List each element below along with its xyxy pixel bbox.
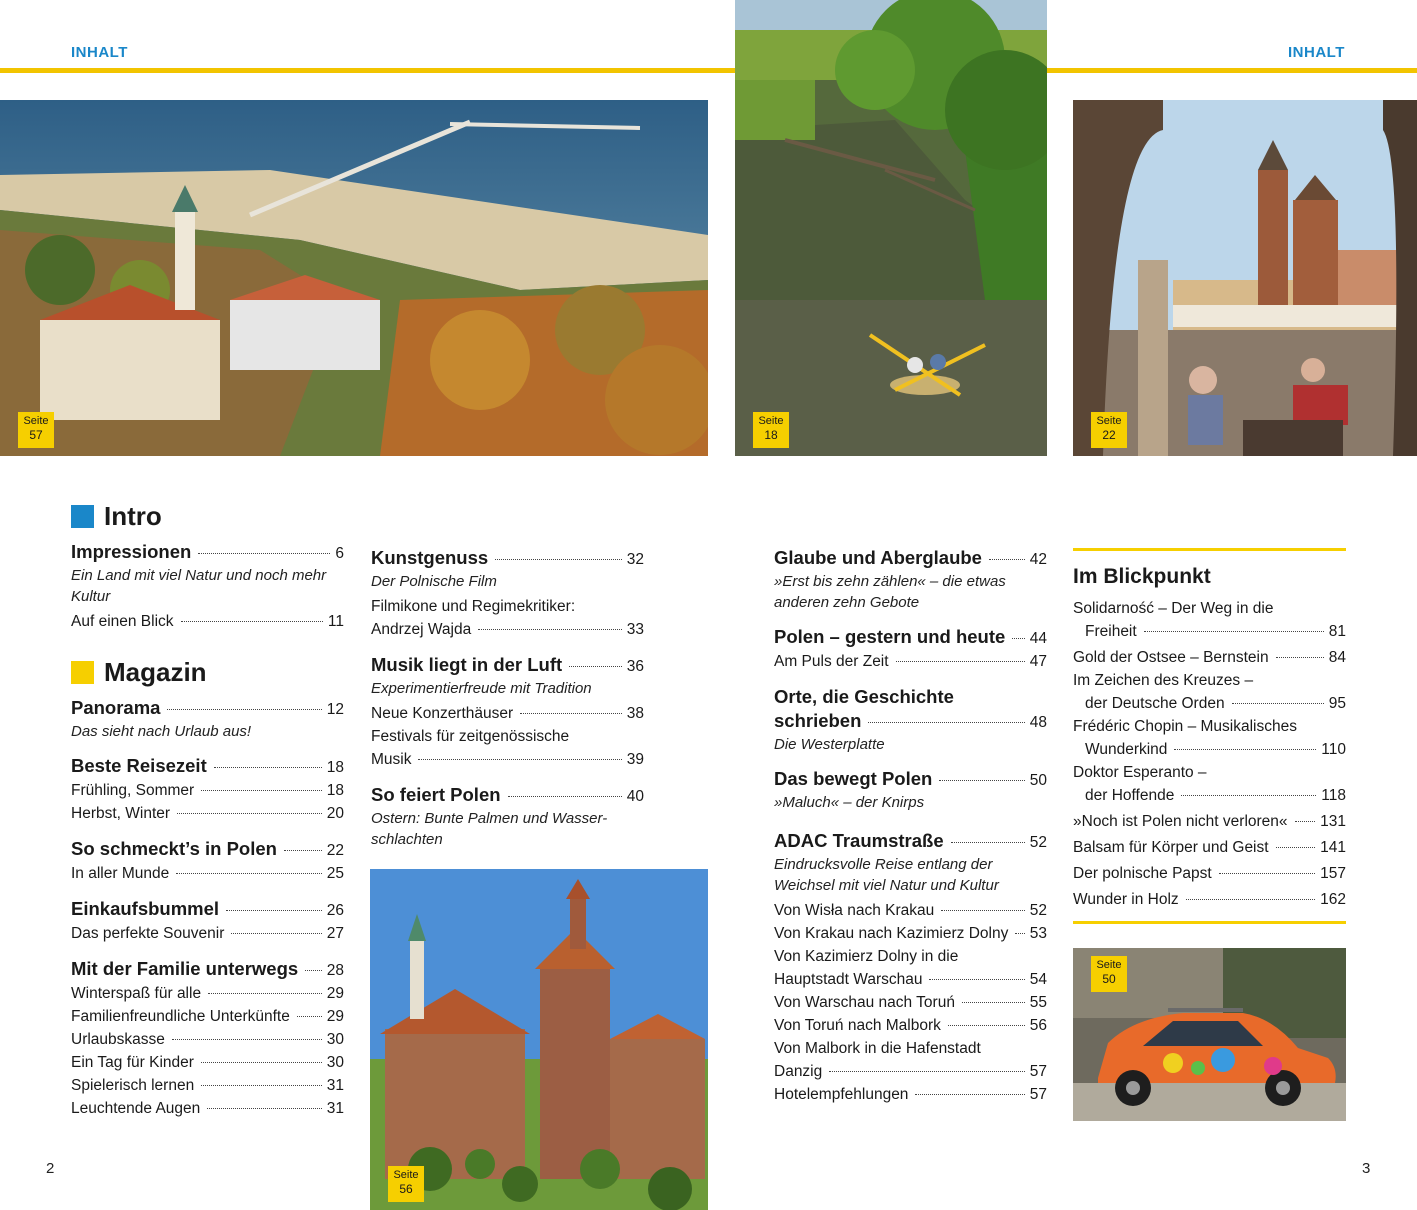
page-number-right: 3: [1362, 1160, 1371, 1177]
blickpunkt-balsam[interactable]: Balsam für Körper und Geist 141: [1073, 839, 1346, 856]
toc-entry-musik[interactable]: Musik liegt in der Luft 36: [371, 654, 644, 675]
toc-entry-das-bewegt-polen[interactable]: Das bewegt Polen 50: [774, 768, 1047, 789]
toc-route-kazimierz-warschau[interactable]: Hauptstadt Warschau 54: [774, 971, 1047, 988]
toc-route-malbork-danzig[interactable]: Danzig 57: [774, 1063, 1047, 1080]
toc-desc-musik: Experimentierfreude mit Tradition: [371, 680, 592, 697]
blickpunkt-box: [1073, 548, 1346, 924]
toc-desc-adac-line1: Eindrucksvolle Reise entlang der: [774, 856, 993, 873]
toc-desc-orte: Die Westerplatte: [774, 736, 885, 753]
blickpunkt-papst[interactable]: Der polnische Papst 157: [1073, 865, 1346, 882]
toc-desc-kunstgenuss: Der Polnische Film: [371, 573, 497, 590]
blickpunkt-solidarnosc-line1: Solidarność – Der Weg in die: [1073, 600, 1274, 617]
toc-sub-tag-fuer-kinder[interactable]: Ein Tag für Kinder 30: [71, 1054, 344, 1071]
toc-entry-so-feiert-polen[interactable]: So feiert Polen 40: [371, 784, 644, 805]
page-badge-kayak: Seite 18: [753, 412, 789, 448]
toc-route-warschau-torun[interactable]: Von Warschau nach Toruń 55: [774, 994, 1047, 1011]
toc-column-1: [71, 501, 344, 1120]
photo-river-kayak: [735, 0, 1047, 456]
section-intro: [71, 501, 344, 531]
magazin-square: [71, 661, 94, 684]
running-header-left: INHALT: [71, 44, 128, 61]
toc-entry-glaube[interactable]: Glaube und Aberglaube 42: [774, 547, 1047, 568]
page-badge-car: Seite 50: [1091, 956, 1127, 992]
toc-route-malbork-line1: Von Malbork in die Hafenstadt: [774, 1040, 981, 1057]
blickpunkt-noch-ist-polen[interactable]: »Noch ist Polen nicht verloren« 131: [1073, 813, 1346, 830]
section-magazin: [71, 657, 344, 687]
page-badge-castle: Seite 56: [388, 1166, 424, 1202]
toc-sub-unterkuenfte[interactable]: Familienfreundliche Unterkünfte 29: [71, 1008, 344, 1025]
intro-square: [71, 505, 94, 528]
toc-sub-festivals[interactable]: Musik 39: [371, 751, 644, 768]
toc-sub-souvenir[interactable]: Das perfekte Souvenir 27: [71, 925, 344, 942]
toc-sub-fruehling[interactable]: Frühling, Sommer 18: [71, 782, 344, 799]
toc-route-krakau-kazimierz[interactable]: Von Krakau nach Kazimierz Dolny 53: [774, 925, 1047, 942]
toc-desc-feiert-line2: schlachten: [371, 831, 443, 848]
toc-route-wisla-krakau[interactable]: Von Wisła nach Krakau 52: [774, 902, 1047, 919]
toc-sub-in-aller-munde[interactable]: In aller Munde 25: [71, 865, 344, 882]
page-badge-sopot: Seite 57: [18, 412, 54, 448]
header-rule-right: [1047, 68, 1417, 73]
toc-desc-feiert-line1: Ostern: Bunte Palmen und Wasser-: [371, 810, 608, 827]
toc-entry-einkaufsbummel[interactable]: Einkaufsbummel 26: [71, 898, 344, 919]
toc-entry-orte[interactable]: schrieben 48: [774, 710, 1047, 731]
toc-entry-gestern-heute[interactable]: Polen – gestern und heute 44: [774, 626, 1047, 647]
blickpunkt-esperanto[interactable]: der Hoffende 118: [1085, 787, 1346, 804]
running-header-right: INHALT: [1288, 44, 1345, 61]
blickpunkt-kreuz-line1: Im Zeichen des Kreuzes –: [1073, 672, 1254, 689]
toc-desc-panorama: Das sieht nach Urlaub aus!: [71, 723, 252, 740]
toc-entry-panorama[interactable]: Panorama 12: [71, 697, 344, 718]
toc-sub-puls-der-zeit[interactable]: Am Puls der Zeit 47: [774, 653, 1047, 670]
toc-sub-leuchtende-augen[interactable]: Leuchtende Augen 31: [71, 1100, 344, 1117]
page-badge-krakow: Seite 22: [1091, 412, 1127, 448]
toc-desc-impressionen: Ein Land mit viel Natur und noch mehr Kultur: [71, 567, 327, 605]
toc-column-3: [774, 546, 1047, 1106]
photo-painted-car: [1073, 948, 1346, 1121]
toc-sub-wajda[interactable]: Andrzej Wajda 33: [371, 621, 644, 638]
toc-sub-herbst[interactable]: Herbst, Winter 20: [71, 805, 344, 822]
toc-sub-winterspass[interactable]: Winterspaß für alle 29: [71, 985, 344, 1002]
blickpunkt-esperanto-line1: Doktor Esperanto –: [1073, 764, 1207, 781]
toc-route-torun-malbork[interactable]: Von Toruń nach Malbork 56: [774, 1017, 1047, 1034]
toc-entry-beste-reisezeit[interactable]: Beste Reisezeit 18: [71, 755, 344, 776]
blickpunkt-chopin[interactable]: Wunderkind 110: [1085, 741, 1346, 758]
toc-desc-glaube-line1: »Erst bis zehn zählen« – die etwas: [774, 573, 1006, 590]
toc-entry-impressionen[interactable]: Impressionen 6: [71, 541, 344, 562]
toc-column-2: [371, 546, 644, 850]
section-title-intro: Intro: [104, 500, 162, 531]
blickpunkt-rule-bottom: [1073, 921, 1346, 924]
blickpunkt-kreuz[interactable]: der Deutsche Orden 95: [1085, 695, 1346, 712]
photo-krakow-market: [1073, 100, 1417, 456]
toc-sub-filmikone-line1: Filmikone und Regimekritiker:: [371, 598, 576, 615]
blickpunkt-rule-top: [1073, 548, 1346, 551]
photo-brick-castle: [370, 869, 708, 1210]
toc-entry-so-schmeckts[interactable]: So schmeckt’s in Polen 22: [71, 838, 344, 859]
blickpunkt-solidarnosc[interactable]: Freiheit 81: [1085, 623, 1346, 640]
blickpunkt-gold[interactable]: Gold der Ostsee – Bernstein 84: [1073, 649, 1346, 666]
toc-sub-konzerthaeuser[interactable]: Neue Konzerthäuser 38: [371, 705, 644, 722]
toc-entry-adac[interactable]: ADAC Traumstraße 52: [774, 830, 1047, 851]
toc-route-hotelempfehlungen[interactable]: Hotelempfehlungen 57: [774, 1086, 1047, 1103]
toc-entry-kunstgenuss[interactable]: Kunstgenuss 32: [371, 547, 644, 568]
page-number-left: 2: [46, 1160, 55, 1177]
toc-desc-glaube-line2: anderen zehn Gebote: [774, 594, 920, 611]
toc-route-kazimierz-line1: Von Kazimierz Dolny in die: [774, 948, 959, 965]
header-rule-left: [0, 68, 735, 73]
photo-sopot-pier: [0, 100, 708, 456]
toc-desc-bewegt: »Maluch« – der Knirps: [774, 794, 925, 811]
toc-entry-familie[interactable]: Mit der Familie unterwegs 28: [71, 958, 344, 979]
toc-sub-festivals-line1: Festivals für zeitgenössische: [371, 728, 570, 745]
toc-sub-urlaubskasse[interactable]: Urlaubskasse 30: [71, 1031, 344, 1048]
toc-sub-spielerisch[interactable]: Spielerisch lernen 31: [71, 1077, 344, 1094]
blickpunkt-title: Im Blickpunkt: [1073, 565, 1211, 588]
section-title-magazin: Magazin: [104, 656, 207, 687]
blickpunkt-holz[interactable]: Wunder in Holz 162: [1073, 891, 1346, 908]
toc-entry-auf-einen-blick[interactable]: Auf einen Blick 11: [71, 613, 344, 630]
toc-entry-orte-line1: Orte, die Geschichte: [774, 686, 954, 707]
toc-desc-adac-line2: Weichsel mit viel Natur und Kultur: [774, 877, 999, 894]
blickpunkt-chopin-line1: Frédéric Chopin – Musikalisches: [1073, 718, 1297, 735]
